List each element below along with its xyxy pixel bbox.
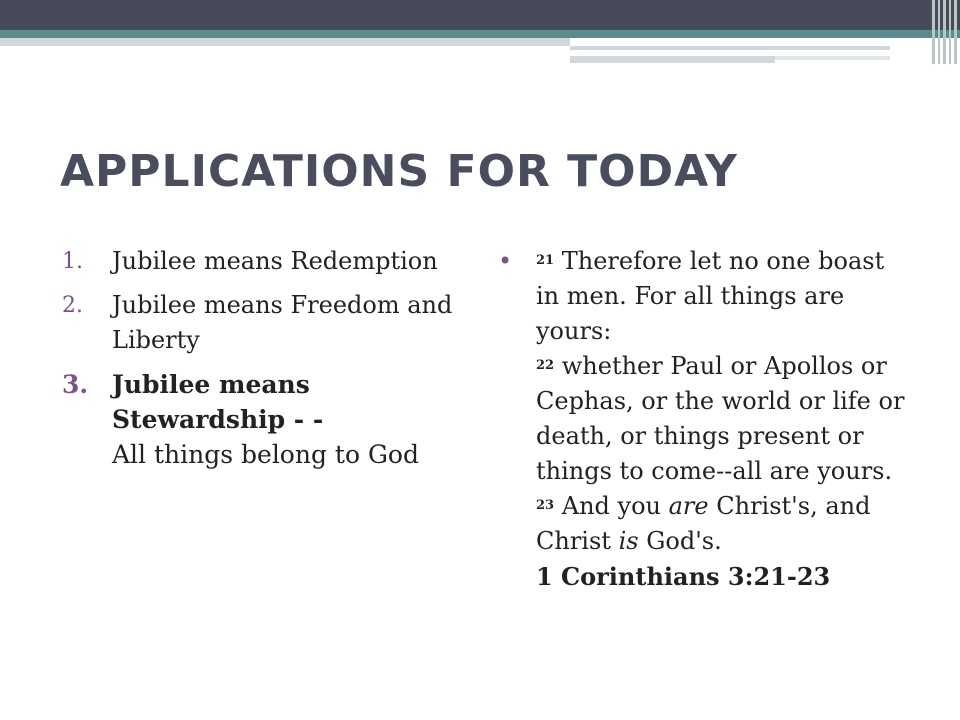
scripture-quote (498, 244, 912, 595)
list-number: 2. (62, 293, 83, 318)
list-number: 3. (62, 370, 89, 399)
header-bar-light (570, 56, 775, 63)
verse-reference: 1 Corinthians 3:21-23 (536, 562, 831, 591)
list-item (62, 288, 462, 358)
header-bar-teal (0, 30, 960, 38)
header-bar-light (570, 46, 890, 50)
list-item-text: Jubilee means Redemption (112, 247, 438, 275)
list-item-bold-text: Jubilee means Stewardship - - (112, 370, 324, 434)
bullet-icon: • (498, 247, 513, 275)
verse-emphasis: is (618, 527, 639, 555)
verse-emphasis: are (668, 492, 709, 520)
list-item-text: Jubilee means Freedom and Liberty (112, 291, 453, 354)
header-bar-dark (0, 0, 960, 30)
verse-number: 23 (536, 498, 555, 513)
list-number: 1. (62, 249, 83, 274)
verse-number: 21 (536, 253, 555, 268)
header-bar-light (0, 38, 570, 46)
list-item-text: All things belong to God (112, 440, 419, 469)
applications-list (62, 244, 462, 481)
verse-text: Christ's, and Christ (536, 492, 871, 555)
header-stripes (930, 0, 960, 64)
verse-text: Therefore let no one boast in men. For all things are yours: (536, 247, 885, 345)
verse-number: 22 (536, 358, 555, 373)
page-title: APPLICATIONS FOR TODAY (60, 146, 738, 197)
list-item (62, 367, 462, 472)
verse-text: And you (561, 492, 661, 520)
verse-text: God's. (646, 527, 722, 555)
verse-body (512, 244, 912, 595)
list-item (62, 244, 462, 279)
header-bar-light (775, 56, 890, 60)
verse-text: whether Paul or Apollos or Cephas, or the world or life or death, or things present or things to come--all are yours. (536, 352, 905, 485)
